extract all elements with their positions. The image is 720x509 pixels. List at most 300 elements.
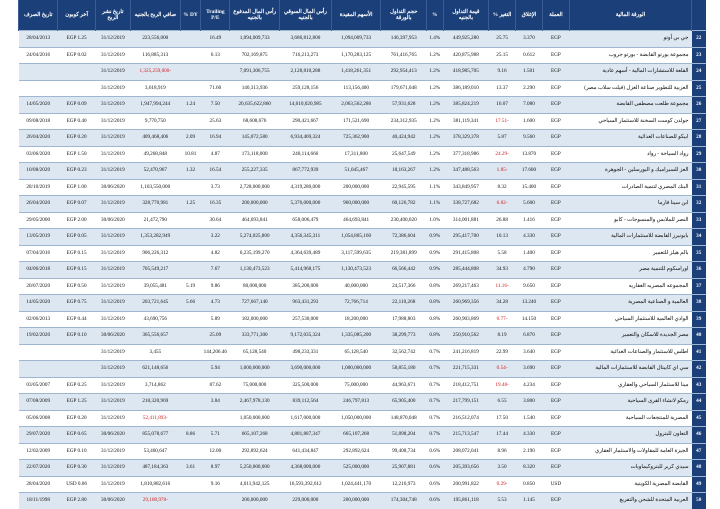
column-header[interactable]: صافي الربح بالجنيه bbox=[130, 0, 180, 31]
dividend-yield-cell bbox=[180, 377, 201, 394]
profit-date-cell: 31/12/2019 bbox=[95, 47, 130, 64]
market-cap-cell: 641,434,847 bbox=[280, 443, 332, 460]
payment-date-cell: 03/06/2020 bbox=[19, 146, 58, 163]
value-share-cell: 1.2% bbox=[427, 97, 444, 114]
close-price-cell: 3.800 bbox=[516, 394, 543, 411]
change-percent-cell: 17.50 bbox=[489, 410, 516, 427]
table-row[interactable] bbox=[19, 113, 707, 130]
row-number-cell: 30 bbox=[692, 163, 706, 180]
table-row[interactable] bbox=[19, 476, 707, 493]
net-profit-cell: 409,468,406 bbox=[130, 130, 180, 147]
row-number-cell: 34 bbox=[692, 229, 706, 246]
value-share-cell: 0.6% bbox=[427, 493, 444, 509]
trailing-pe-cell: 7.67 bbox=[201, 262, 230, 279]
table-row[interactable] bbox=[19, 460, 707, 477]
traded-value-cell: 215,713,547 bbox=[443, 427, 489, 444]
close-price-cell: 1.416 bbox=[516, 212, 543, 229]
value-share-cell: 0.7% bbox=[427, 410, 444, 427]
close-price-cell: 2.190 bbox=[516, 443, 543, 460]
change-percent-cell: 17.44 bbox=[489, 427, 516, 444]
last-coupon-cell: EGP 0.10 bbox=[58, 328, 95, 345]
paid-capital-cell: 1,094,009,733 bbox=[230, 31, 280, 48]
dividend-yield-cell bbox=[180, 394, 201, 411]
traded-value-cell: 217,799,151 bbox=[443, 394, 489, 411]
column-header[interactable]: الورقة المالية bbox=[569, 0, 691, 31]
traded-value-cell: 418,985,705 bbox=[443, 64, 489, 81]
profit-date-cell: 30/06/2020 bbox=[95, 328, 130, 345]
currency-cell: EGP bbox=[542, 97, 569, 114]
currency-cell: EGP bbox=[542, 361, 569, 378]
currency-cell: EGP bbox=[542, 460, 569, 477]
currency-cell: EGP bbox=[542, 377, 569, 394]
row-number-cell: 40 bbox=[692, 328, 706, 345]
paid-capital-cell: 140,313,936 bbox=[230, 80, 280, 97]
security-name-cell: العالمية و الصناعية المصرية bbox=[569, 295, 691, 312]
net-profit-cell: -29,108,978 bbox=[130, 493, 180, 509]
traded-value-cell: 205,393,656 bbox=[443, 460, 489, 477]
trailing-pe-cell: 4.82 bbox=[201, 245, 230, 262]
dividend-yield-cell bbox=[180, 245, 201, 262]
change-percent-cell: -24.29 bbox=[489, 146, 516, 163]
traded-value-cell: 377,318,986 bbox=[443, 146, 489, 163]
market-cap-cell: 658,006,479 bbox=[280, 212, 332, 229]
trailing-pe-cell bbox=[201, 64, 230, 81]
trailing-pe-cell: 30.64 bbox=[201, 212, 230, 229]
dividend-yield-cell bbox=[180, 80, 201, 97]
column-header[interactable]: العملة bbox=[542, 0, 569, 31]
close-price-cell: 14.150 bbox=[516, 311, 543, 328]
change-percent-cell: -17.51 bbox=[489, 113, 516, 130]
row-number-cell: 28 bbox=[692, 130, 706, 147]
value-share-cell: 1.2% bbox=[427, 163, 444, 180]
last-coupon-cell: EGP 1.25 bbox=[58, 394, 95, 411]
traded-value-cell: 420,875,988 bbox=[443, 47, 489, 64]
column-header[interactable] bbox=[692, 0, 706, 31]
listed-shares-cell: 1,130,473,523 bbox=[331, 262, 381, 279]
currency-cell: EGP bbox=[542, 493, 569, 509]
row-number-cell: 35 bbox=[692, 245, 706, 262]
trailing-pe-cell: 71.60 bbox=[201, 80, 230, 97]
net-profit-cell: 53,460,647 bbox=[130, 443, 180, 460]
traded-volume-cell: 761,416,765 bbox=[381, 47, 427, 64]
value-share-cell: 1.2% bbox=[427, 64, 444, 81]
table-row[interactable] bbox=[19, 130, 707, 147]
column-header[interactable]: رأس المال السوقي بالجنيه bbox=[280, 0, 332, 31]
security-name-cell: بالم هيلز للتعمير bbox=[569, 245, 691, 262]
payment-date-cell: 10/08/2020 bbox=[19, 163, 58, 180]
trailing-pe-cell: 5.89 bbox=[201, 311, 230, 328]
listed-shares-cell: 246,797,813 bbox=[331, 394, 381, 411]
change-percent-cell: 9.16 bbox=[489, 64, 516, 81]
net-profit-cell: 1,810,882,616 bbox=[130, 476, 180, 493]
table-row[interactable] bbox=[19, 278, 707, 295]
listed-shares-cell: 200,000,000 bbox=[331, 179, 381, 196]
listed-shares-cell: 75,000,000 bbox=[331, 377, 381, 394]
traded-value-cell: 347,488,563 bbox=[443, 163, 489, 180]
payment-date-cell bbox=[19, 80, 58, 97]
change-percent-cell: 8.96 bbox=[489, 443, 516, 460]
security-name-cell: مصر الجديدة للاسكان والتعمير bbox=[569, 328, 691, 345]
row-number-cell: 31 bbox=[692, 179, 706, 196]
market-cap-cell: 325,500,000 bbox=[280, 377, 332, 394]
dividend-yield-cell bbox=[180, 64, 201, 81]
dividend-yield-cell: 5.66 bbox=[180, 295, 201, 312]
value-share-cell: 0.7% bbox=[427, 377, 444, 394]
paid-capital-cell: 292,892,624 bbox=[230, 443, 280, 460]
last-coupon-cell: EGP 0.07 bbox=[58, 196, 95, 213]
net-profit-cell: 1,103,550,000 bbox=[130, 179, 180, 196]
row-number-cell: 47 bbox=[692, 443, 706, 460]
net-profit-cell: 43,690,756 bbox=[130, 311, 180, 328]
column-header[interactable]: قيمة التداول بالجنيه bbox=[443, 0, 489, 31]
table-row[interactable] bbox=[19, 229, 707, 246]
dividend-yield-cell bbox=[180, 212, 201, 229]
last-coupon-cell: EGP 0.20 bbox=[58, 410, 95, 427]
last-coupon-cell: EGP 0.09 bbox=[58, 97, 95, 114]
close-price-cell: 4.330 bbox=[516, 427, 543, 444]
listed-shares-cell: 464,693,841 bbox=[331, 212, 381, 229]
close-price-cell: 4.234 bbox=[516, 377, 543, 394]
value-share-cell: 1.2% bbox=[427, 130, 444, 147]
paid-capital-cell: 68,608,676 bbox=[230, 113, 280, 130]
trailing-pe-cell: 12.00 bbox=[201, 443, 230, 460]
table-row[interactable] bbox=[19, 47, 707, 64]
security-name-cell: ابيكو للصناعات الغذائية bbox=[569, 130, 691, 147]
profit-date-cell: 31/12/2019 bbox=[95, 443, 130, 460]
market-cap-cell: 4,368,000,000 bbox=[280, 460, 332, 477]
last-coupon-cell: EGP 0.44 bbox=[58, 311, 95, 328]
table-row[interactable] bbox=[19, 196, 707, 213]
table-row[interactable] bbox=[19, 361, 707, 378]
dividend-yield-cell: 1.25 bbox=[180, 196, 201, 213]
table-row[interactable] bbox=[19, 163, 707, 180]
traded-value-cell: 269,217,463 bbox=[443, 278, 489, 295]
traded-volume-cell: 174,304,748 bbox=[381, 493, 427, 509]
trailing-pe-cell: 144,206.46 bbox=[201, 344, 230, 361]
profit-date-cell: 31/12/2019 bbox=[95, 130, 130, 147]
payment-date-cell: 13/05/2019 bbox=[19, 229, 58, 246]
payment-date-cell: 09/08/2018 bbox=[19, 113, 58, 130]
table-row[interactable] bbox=[19, 311, 707, 328]
row-number-cell: 32 bbox=[692, 196, 706, 213]
dividend-yield-cell: 1.32 bbox=[180, 163, 201, 180]
close-price-cell: 4.790 bbox=[516, 262, 543, 279]
traded-volume-cell: 51,898,204 bbox=[381, 427, 427, 444]
close-price-cell: 4.330 bbox=[516, 229, 543, 246]
currency-cell: EGP bbox=[542, 229, 569, 246]
market-cap-cell: 4,881,887,347 bbox=[280, 427, 332, 444]
change-percent-cell: 22.99 bbox=[489, 344, 516, 361]
payment-date-cell: 04/06/2018 bbox=[19, 262, 58, 279]
dividend-yield-cell: 10.81 bbox=[180, 146, 201, 163]
close-price-cell: 1.400 bbox=[516, 245, 543, 262]
last-coupon-cell: EGP 1.00 bbox=[58, 179, 95, 196]
profit-date-cell: 31/12/2019 bbox=[95, 229, 130, 246]
currency-cell: EGP bbox=[542, 427, 569, 444]
market-cap-cell: 867,772,939 bbox=[280, 163, 332, 180]
dividend-yield-cell bbox=[180, 443, 201, 460]
value-share-cell: 1.2% bbox=[427, 80, 444, 97]
net-profit-cell: 906,226,312 bbox=[130, 245, 180, 262]
payment-date-cell: 28/10/2019 bbox=[19, 179, 58, 196]
value-share-cell: 0.8% bbox=[427, 278, 444, 295]
column-header[interactable]: الأسهم المقيدة bbox=[331, 0, 381, 31]
traded-value-cell: 200,991,822 bbox=[443, 476, 489, 493]
last-coupon-cell: EGP 2.80 bbox=[58, 493, 95, 509]
table-row[interactable] bbox=[19, 212, 707, 229]
table-row[interactable] bbox=[19, 97, 707, 114]
last-coupon-cell bbox=[58, 80, 95, 97]
net-profit-cell: 855,078,677 bbox=[130, 427, 180, 444]
dividend-yield-cell: 1.24 bbox=[180, 97, 201, 114]
trailing-pe-cell: 6.13 bbox=[201, 47, 230, 64]
security-name-cell: ابن سينا فارما bbox=[569, 196, 691, 213]
column-header[interactable]: DY % bbox=[180, 0, 201, 31]
table-row[interactable] bbox=[19, 328, 707, 345]
security-name-cell: القلعة للاستشارات المالية - أسهم عادية bbox=[569, 64, 691, 81]
trailing-pe-cell: 25.09 bbox=[201, 328, 230, 345]
currency-cell: EGP bbox=[542, 31, 569, 48]
traded-value-cell: 260,969,356 bbox=[443, 295, 489, 312]
trailing-pe-cell bbox=[201, 410, 230, 427]
value-share-cell: 0.6% bbox=[427, 443, 444, 460]
listed-shares-cell: 3,117,599,635 bbox=[331, 245, 381, 262]
stock-table bbox=[18, 0, 706, 509]
traded-value-cell: 216,512,074 bbox=[443, 410, 489, 427]
payment-date-cell: 19/02/2020 bbox=[19, 328, 58, 345]
profit-date-cell: 30/06/2020 bbox=[95, 212, 130, 229]
table-row[interactable] bbox=[19, 31, 707, 48]
column-header[interactable]: رأس المال المدفوع بالجنيه bbox=[230, 0, 280, 31]
table-row[interactable] bbox=[19, 410, 707, 427]
listed-shares-cell: 1,170,283,125 bbox=[331, 47, 381, 64]
last-coupon-cell: EGP 1.25 bbox=[58, 31, 95, 48]
net-profit-cell: 3,618,919 bbox=[130, 80, 180, 97]
last-coupon-cell: EGP 0.50 bbox=[58, 278, 95, 295]
profit-date-cell: 31/12/2019 bbox=[95, 97, 130, 114]
row-number-cell: 45 bbox=[692, 410, 706, 427]
column-header[interactable]: تاريخ نشر الربح bbox=[95, 0, 130, 31]
payment-date-cell: 24/04/2016 bbox=[19, 47, 58, 64]
value-share-cell: 0.7% bbox=[427, 394, 444, 411]
traded-value-cell: 285,444,808 bbox=[443, 262, 489, 279]
table-row[interactable] bbox=[19, 262, 707, 279]
currency-cell: EGP bbox=[542, 443, 569, 460]
market-cap-cell: 3,686,812,800 bbox=[280, 31, 332, 48]
dividend-yield-cell bbox=[180, 262, 201, 279]
security-name-cell: اطلس للاستثمار والصناعات الغذائية bbox=[569, 344, 691, 361]
listed-shares-cell: 2,063,562,286 bbox=[331, 97, 381, 114]
paid-capital-cell: 182,000,000 bbox=[230, 311, 280, 328]
security-name-cell: رواد السياحة - رواد bbox=[569, 146, 691, 163]
traded-value-cell: 208,072,041 bbox=[443, 443, 489, 460]
last-coupon-cell: EGP 0.23 bbox=[58, 163, 95, 180]
table-row[interactable] bbox=[19, 443, 707, 460]
traded-value-cell: 385,824,219 bbox=[443, 97, 489, 114]
close-price-cell: 15.400 bbox=[516, 179, 543, 196]
row-number-cell: 23 bbox=[692, 47, 706, 64]
currency-cell: EGP bbox=[542, 245, 569, 262]
listed-shares-cell: 113,156,400 bbox=[331, 80, 381, 97]
table-row[interactable] bbox=[19, 377, 707, 394]
net-profit-cell: 1,947,994,244 bbox=[130, 97, 180, 114]
change-percent-cell: -0.77 bbox=[489, 311, 516, 328]
listed-shares-cell: 17,311,800 bbox=[331, 146, 381, 163]
security-name-cell: العربية للتطوير صناعة الغزل (فيلت سلاب مصر) bbox=[569, 80, 691, 97]
currency-cell: EGP bbox=[542, 262, 569, 279]
column-header[interactable]: % bbox=[427, 0, 444, 31]
security-name-cell: جي بي أوتو bbox=[569, 31, 691, 48]
value-share-cell: 1.0% bbox=[427, 212, 444, 229]
close-price-cell: 0.850 bbox=[516, 476, 543, 493]
row-number-cell: 49 bbox=[692, 476, 706, 493]
paid-capital-cell: 6,235,199,270 bbox=[230, 245, 280, 262]
last-coupon-cell: EGP 0.15 bbox=[58, 262, 95, 279]
traded-volume-cell: 230,400,020 bbox=[381, 212, 427, 229]
listed-shares-cell: 1,024,441,170 bbox=[331, 476, 381, 493]
close-price-cell: 8.320 bbox=[516, 460, 543, 477]
value-share-cell: 0.7% bbox=[427, 427, 444, 444]
stock-table-container bbox=[18, 0, 706, 509]
security-name-cell: التعاون للبترول bbox=[569, 427, 691, 444]
traded-volume-cell: 148,870,048 bbox=[381, 410, 427, 427]
listed-shares-cell: 292,892,624 bbox=[331, 443, 381, 460]
change-percent-cell: 25.15 bbox=[489, 47, 516, 64]
column-header[interactable]: تاريخ الصرف bbox=[19, 0, 58, 31]
listed-shares-cell: 665,107,268 bbox=[331, 427, 381, 444]
row-number-cell: 33 bbox=[692, 212, 706, 229]
payment-date-cell: 02/06/2013 bbox=[19, 311, 58, 328]
currency-cell: EGP bbox=[542, 113, 569, 130]
trailing-pe-cell: 16.35 bbox=[201, 196, 230, 213]
profit-date-cell: 31/12/2019 bbox=[95, 394, 130, 411]
table-row[interactable] bbox=[19, 394, 707, 411]
value-share-cell: 0.9% bbox=[427, 229, 444, 246]
traded-volume-cell: 292,954,413 bbox=[381, 64, 427, 81]
paid-capital-cell: 1,130,473,523 bbox=[230, 262, 280, 279]
listed-shares-cell: 1,050,000,000 bbox=[331, 410, 381, 427]
table-row[interactable] bbox=[19, 80, 707, 97]
value-share-cell: 0.9% bbox=[427, 262, 444, 279]
listed-shares-cell: 525,000,000 bbox=[331, 460, 381, 477]
profit-date-cell: 31/12/2019 bbox=[95, 295, 130, 312]
column-header[interactable]: آخر كوبون bbox=[58, 0, 95, 31]
traded-volume-cell: 22,945,595 bbox=[381, 179, 427, 196]
security-name-cell: النصر للملابس والمنسوجات - كابو bbox=[569, 212, 691, 229]
close-price-cell: 1.145 bbox=[516, 493, 543, 509]
market-cap-cell: 4,319,280,000 bbox=[280, 179, 332, 196]
profit-date-cell: 30/06/2020 bbox=[95, 427, 130, 444]
traded-value-cell: 343,849,957 bbox=[443, 179, 489, 196]
traded-value-cell: 314,001,881 bbox=[443, 212, 489, 229]
traded-volume-cell: 72,386,604 bbox=[381, 229, 427, 246]
currency-cell: EGP bbox=[542, 179, 569, 196]
payment-date-cell: 18/11/1998 bbox=[19, 493, 58, 509]
table-row[interactable] bbox=[19, 64, 707, 81]
table-row[interactable] bbox=[19, 146, 707, 163]
market-cap-cell: 839,112,564 bbox=[280, 394, 332, 411]
listed-shares-cell: 1,054,805,160 bbox=[331, 229, 381, 246]
market-cap-cell: 3,690,000,000 bbox=[280, 361, 332, 378]
table-row[interactable] bbox=[19, 493, 707, 509]
market-cap-cell: 257,530,000 bbox=[280, 311, 332, 328]
market-cap-cell: 6,934,469,324 bbox=[280, 130, 332, 147]
traded-volume-cell: 22,110,268 bbox=[381, 295, 427, 312]
table-row[interactable] bbox=[19, 245, 707, 262]
close-price-cell: 13.870 bbox=[516, 146, 543, 163]
payment-date-cell: 22/07/2020 bbox=[19, 460, 58, 477]
security-name-cell: رمكو لانشاء القرى السياحية bbox=[569, 394, 691, 411]
paid-capital-cell: 4,011,942,125 bbox=[230, 476, 280, 493]
profit-date-cell: 31/12/2019 bbox=[95, 31, 130, 48]
column-header[interactable]: Trailing P/E bbox=[201, 0, 230, 31]
market-cap-cell: 16,593,392,612 bbox=[280, 476, 332, 493]
column-header[interactable]: الإغلاق bbox=[516, 0, 543, 31]
profit-date-cell: 31/12/2019 bbox=[95, 377, 130, 394]
table-row[interactable] bbox=[19, 344, 707, 361]
listed-shares-cell: 51,045,467 bbox=[331, 163, 381, 180]
paid-capital-cell: 255,227,335 bbox=[230, 163, 280, 180]
table-row[interactable] bbox=[19, 427, 707, 444]
close-price-cell: 2.290 bbox=[516, 80, 543, 97]
traded-value-cell: 295,417,700 bbox=[443, 229, 489, 246]
paid-capital-cell: 464,693,841 bbox=[230, 212, 280, 229]
profit-date-cell: 30/06/2020 bbox=[95, 493, 130, 509]
currency-cell: EGP bbox=[542, 344, 569, 361]
net-profit-cell: 203,721,645 bbox=[130, 295, 180, 312]
profit-date-cell: 31/12/2019 bbox=[95, 245, 130, 262]
traded-volume-cell: 17,988,803 bbox=[381, 311, 427, 328]
trailing-pe-cell: 3.84 bbox=[201, 394, 230, 411]
payment-date-cell: 14/05/2020 bbox=[19, 97, 58, 114]
profit-date-cell: 31/12/2019 bbox=[95, 460, 130, 477]
paid-capital-cell: 200,000,000 bbox=[230, 493, 280, 509]
currency-cell: EGP bbox=[542, 328, 569, 345]
traded-volume-cell: 38,299,773 bbox=[381, 328, 427, 345]
column-header[interactable]: حجم التداول بالورقة bbox=[381, 0, 427, 31]
dividend-yield-cell: 2.09 bbox=[180, 130, 201, 147]
payment-date-cell: 26/04/2020 bbox=[19, 196, 58, 213]
net-profit-cell: 3,455 bbox=[130, 344, 180, 361]
table-row[interactable] bbox=[19, 295, 707, 312]
last-coupon-cell: EGP 2.00 bbox=[58, 212, 95, 229]
close-price-cell: 1.501 bbox=[516, 64, 543, 81]
traded-volume-cell: 24,517,366 bbox=[381, 278, 427, 295]
market-cap-cell: 259,128,156 bbox=[280, 80, 332, 97]
profit-date-cell: 31/12/2019 bbox=[95, 80, 130, 97]
trailing-pe-cell: 16.54 bbox=[201, 163, 230, 180]
market-cap-cell: 1,617,000,000 bbox=[280, 410, 332, 427]
currency-cell: EGP bbox=[542, 394, 569, 411]
change-percent-cell: 10.13 bbox=[489, 229, 516, 246]
last-coupon-cell: EGP 0.65 bbox=[58, 427, 95, 444]
paid-capital-cell: 20,635,622,860 bbox=[230, 97, 280, 114]
column-header[interactable]: التغير % bbox=[489, 0, 516, 31]
listed-shares-cell: 18,200,000 bbox=[331, 311, 381, 328]
table-row[interactable] bbox=[19, 179, 707, 196]
traded-volume-cell: 25,907,881 bbox=[381, 460, 427, 477]
paid-capital-cell: 145,072,580 bbox=[230, 130, 280, 147]
trailing-pe-cell: 3.22 bbox=[201, 229, 230, 246]
market-cap-cell: 716,213,273 bbox=[280, 47, 332, 64]
listed-shares-cell: 725,362,900 bbox=[331, 130, 381, 147]
value-share-cell: 1.2% bbox=[427, 113, 444, 130]
last-coupon-cell: EGP 1.50 bbox=[58, 146, 95, 163]
market-cap-cell: 9,172,035,324 bbox=[280, 328, 332, 345]
profit-date-cell: 30/06/2020 bbox=[95, 179, 130, 196]
listed-shares-cell: 1,335,085,200 bbox=[331, 328, 381, 345]
market-cap-cell: 4,364,639,489 bbox=[280, 245, 332, 262]
